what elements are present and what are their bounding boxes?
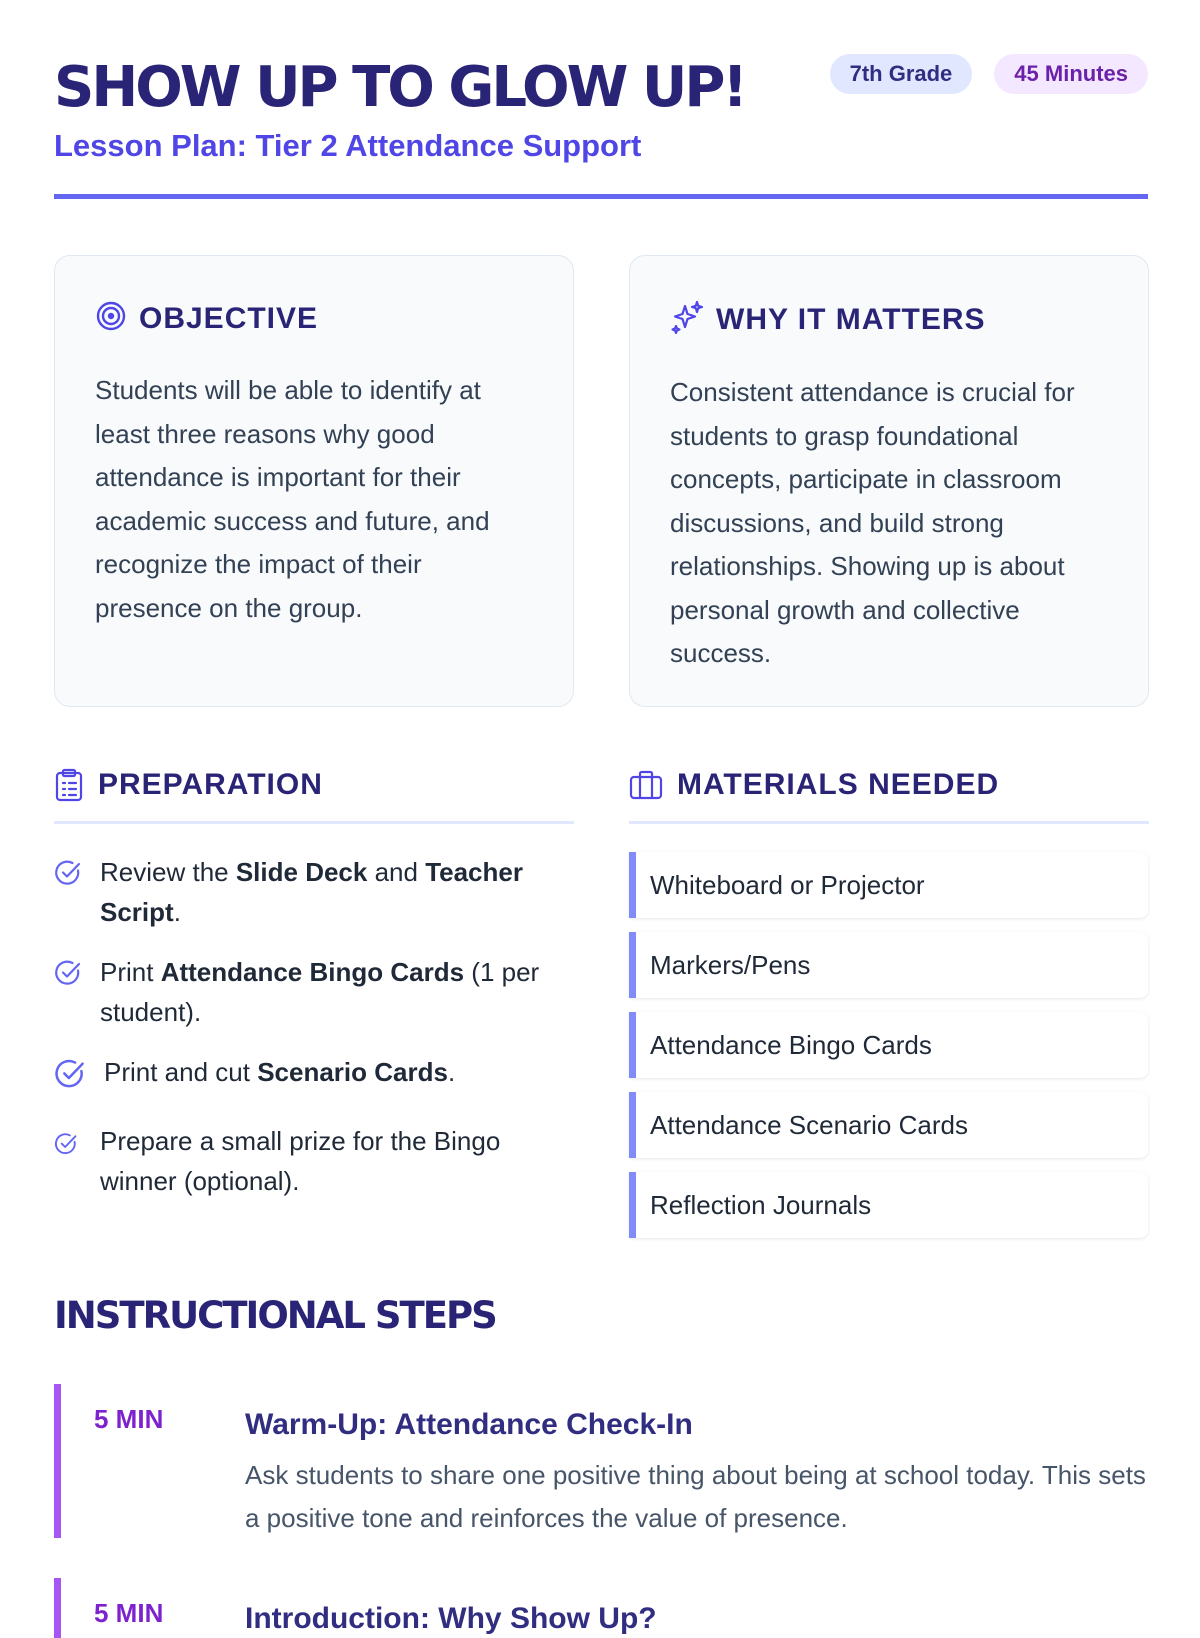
preparation-title: PREPARATION bbox=[98, 768, 323, 801]
materials-title: MATERIALS NEEDED bbox=[677, 768, 1000, 801]
material-item: Reflection Journals bbox=[629, 1172, 1148, 1238]
materials-list bbox=[629, 852, 1148, 1252]
prep-item: Review the Slide Deck and Teacher Script. bbox=[54, 852, 574, 932]
sparkles-icon bbox=[670, 300, 704, 339]
material-item: Attendance Bingo Cards bbox=[629, 1012, 1148, 1078]
scenario-cards-label: Scenario Cards bbox=[257, 1057, 448, 1087]
check-circle-icon bbox=[54, 1052, 86, 1101]
bingo-cards-label: Attendance Bingo Cards bbox=[160, 957, 465, 987]
step-item bbox=[54, 1578, 1148, 1638]
objective-text: Students will be able to identify at least three reasons why good attendance is important for their academic success and future, and recognize the impact of their presence on the group. bbox=[95, 375, 490, 623]
check-circle-icon bbox=[54, 852, 82, 932]
header bbox=[54, 56, 1148, 164]
step-duration: 5 MIN bbox=[94, 1598, 164, 1628]
why-it-matters-card bbox=[629, 255, 1149, 707]
slide-deck-label: Slide Deck bbox=[235, 857, 368, 887]
badges bbox=[830, 54, 1148, 94]
objective-card bbox=[54, 255, 574, 707]
prep-item: Print Attendance Bingo Cards (1 per student). bbox=[54, 952, 574, 1032]
check-circle-icon bbox=[54, 952, 82, 1032]
step-duration: 5 MIN bbox=[94, 1404, 164, 1434]
materials-header bbox=[629, 764, 1149, 824]
step-title: Introduction: Why Show Up? bbox=[245, 1602, 657, 1635]
preparation-header bbox=[54, 764, 574, 824]
step-description: Ask students to share one positive thing about being at school today. This sets a positive tone and reinforces the value of presence. bbox=[245, 1460, 1146, 1533]
teacher-script-label: Teacher Script bbox=[100, 857, 523, 927]
step-item bbox=[54, 1384, 1148, 1538]
steps-title: INSTRUCTIONAL STEPS bbox=[54, 1294, 496, 1337]
step-title: Warm-Up: Attendance Check-In bbox=[245, 1408, 693, 1441]
header-divider bbox=[54, 194, 1148, 199]
duration-badge: 45 Minutes bbox=[994, 54, 1148, 94]
briefcase-icon bbox=[629, 764, 663, 805]
grade-badge: 7th Grade bbox=[830, 54, 973, 94]
material-item: Attendance Scenario Cards bbox=[629, 1092, 1148, 1158]
objective-title: OBJECTIVE bbox=[139, 301, 319, 335]
prep-item: Prepare a small prize for the Bingo winner (optional). bbox=[54, 1121, 574, 1201]
check-circle-icon bbox=[54, 1121, 82, 1201]
prep-item: Print and cut Scenario Cards. bbox=[54, 1052, 574, 1101]
target-icon bbox=[95, 300, 127, 337]
preparation-list bbox=[54, 852, 574, 1221]
material-item: Markers/Pens bbox=[629, 932, 1148, 998]
clipboard-icon bbox=[54, 764, 84, 807]
why-text: Consistent attendance is crucial for students to grasp foundational concepts, participate in classroom discussions, and build strong relationships. Showing up is about personal growth and collective success. bbox=[670, 377, 1075, 668]
material-item: Whiteboard or Projector bbox=[629, 852, 1148, 918]
why-title: WHY IT MATTERS bbox=[716, 302, 986, 336]
page-subtitle: Lesson Plan: Tier 2 Attendance Support bbox=[54, 128, 642, 163]
page-title: SHOW UP TO GLOW UP! bbox=[54, 55, 745, 120]
